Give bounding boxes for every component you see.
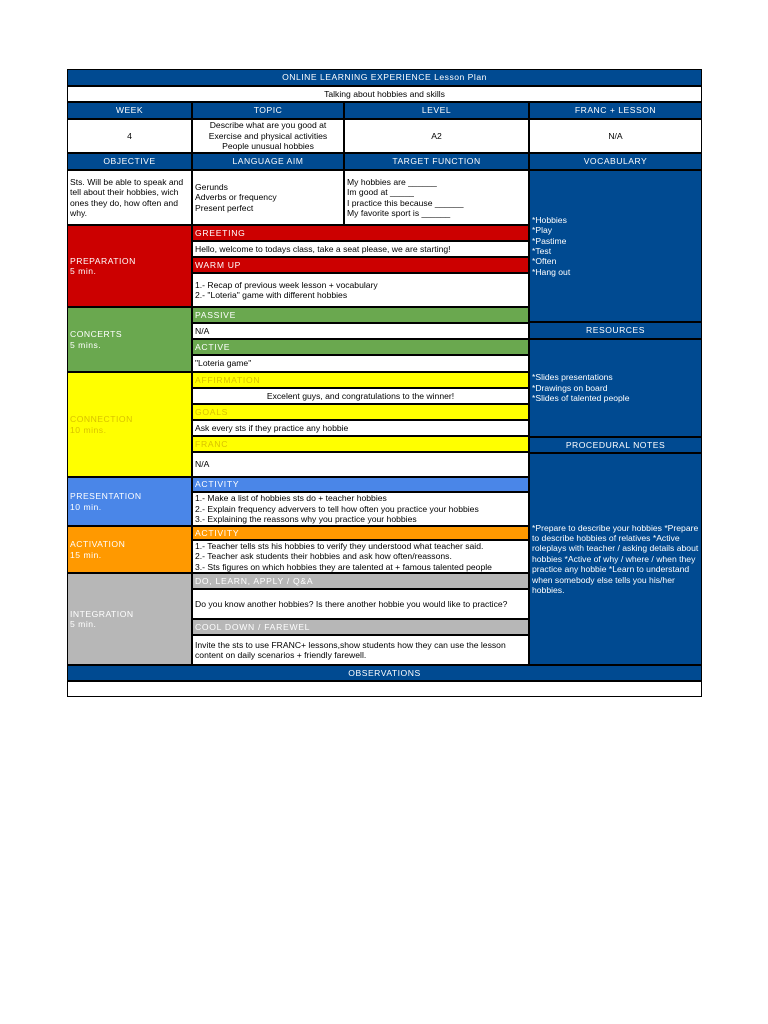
- stage-activation: [67, 526, 192, 573]
- target-function-header: TARGET FUNCTION: [344, 153, 529, 170]
- cooldown-label: COOL DOWN / FAREWEL: [192, 619, 529, 635]
- week-header: WEEK: [67, 102, 192, 119]
- franc-text: N/A: [192, 452, 529, 477]
- affirmation-text: Excelent guys, and congratulations to the winner!: [192, 388, 529, 404]
- presentation-activity-text: 1.- Make a list of hobbies sts do + teacher hobbies 2.- Explain frequency adververs to tell how often you practice your hobbies 3.- Explaining the reassons why you practice your hobbies: [192, 492, 529, 526]
- stage-integration: [67, 573, 192, 665]
- vocabulary-list: *Hobbies *Play *Pastime *Test *Often *Hang out: [529, 170, 702, 322]
- resources-list: *Slides presentations *Drawings on board *Slides of talented people: [529, 339, 702, 437]
- passive-label: PASSIVE: [192, 307, 529, 323]
- procedural-notes-header: PROCEDURAL NOTES: [529, 437, 702, 453]
- activation-activity-label: ACTIVITY: [192, 526, 529, 540]
- stage-integration-time: 5 min.: [70, 619, 97, 629]
- lesson-plan-sheet: [67, 69, 702, 697]
- franc-lesson-value: N/A: [529, 119, 702, 153]
- topic-value: Describe what are you good at Exercise and physical activities People unusual hobbies: [192, 119, 344, 153]
- stage-activation-name: ACTIVATION: [70, 539, 126, 550]
- activation-activity-text: 1.- Teacher tells sts his hobbies to verify they understood what teacher said. 2.- Teacher ask students their hobbies and ask how often/reassons. 3.- Sts figures on which hobbies they are talented at + famous talented people: [192, 540, 529, 573]
- stage-concerts-name: CONCERTS: [70, 329, 123, 340]
- stage-presentation-time: 10 min.: [70, 501, 102, 512]
- week-value: 4: [67, 119, 192, 153]
- stage-preparation: [67, 225, 192, 307]
- passive-text: N/A: [192, 323, 529, 339]
- goals-text: Ask every sts if they practice any hobbie: [192, 420, 529, 436]
- presentation-activity-label: ACTIVITY: [192, 477, 529, 492]
- warmup-text: 1.- Recap of previous week lesson + vocabulary 2.- "Loteria" game with different hobbies: [192, 273, 529, 307]
- level-value: A2: [344, 119, 529, 153]
- active-text: "Loteria game": [192, 355, 529, 372]
- franc-lesson-header: FRANC + LESSON: [529, 102, 702, 119]
- stage-presentation: [67, 477, 192, 526]
- do-learn-apply-text: Do you know another hobbies? Is there another hobbie you would like to practice?: [192, 589, 529, 619]
- vocabulary-header: VOCABULARY: [529, 153, 702, 170]
- do-learn-apply-label: DO, LEARN, APPLY / Q&A: [192, 573, 529, 589]
- stage-preparation-time: 5 min.: [70, 266, 97, 276]
- language-aim-header: LANGUAGE AIM: [192, 153, 344, 170]
- plan-subtitle: Talking about hobbies and skills: [67, 86, 702, 102]
- stage-connection: [67, 372, 192, 477]
- stage-integration-name: INTEGRATION: [70, 608, 134, 619]
- greeting-text: Hello, welcome to todays class, take a seat please, we are starting!: [192, 241, 529, 257]
- level-header: LEVEL: [344, 102, 529, 119]
- goals-label: GOALS: [192, 404, 529, 420]
- language-aim-text: Gerunds Adverbs or frequency Present perfect: [192, 170, 344, 225]
- objective-header: OBJECTIVE: [67, 153, 192, 170]
- resources-header: RESOURCES: [529, 322, 702, 339]
- stage-concerts-time: 5 mins.: [70, 339, 102, 350]
- active-label: ACTIVE: [192, 339, 529, 355]
- stage-activation-time: 15 min.: [70, 549, 102, 560]
- plan-title: ONLINE LEARNING EXPERIENCE Lesson Plan: [67, 69, 702, 86]
- greeting-label: GREETING: [192, 225, 529, 241]
- franc-label: FRANC: [192, 436, 529, 452]
- observations-header: OBSERVATIONS: [67, 665, 702, 681]
- stage-presentation-name: PRESENTATION: [70, 491, 142, 502]
- cooldown-text: Invite the sts to use FRANC+ lessons,show students how they can use the lesson content on daily scenarios + friendly farewell.: [192, 635, 529, 665]
- stage-connection-time: 10 mins.: [70, 424, 107, 435]
- topic-header: TOPIC: [192, 102, 344, 119]
- warmup-label: WARM UP: [192, 257, 529, 273]
- observations-field[interactable]: [67, 681, 702, 697]
- affirmation-label: AFFIRMATION: [192, 372, 529, 388]
- stage-preparation-name: PREPARATION: [70, 255, 136, 266]
- procedural-notes-text: *Prepare to describe your hobbies *Prepare to describe hobbies of relatives *Active roleplays with teacher / asking details about hobbies *Active of why / where / when they practice any hobbie *Learn to understand when somebody else tells you his/her hobbies.: [529, 453, 702, 665]
- target-function-text: My hobbies are ______ Im good at _____ I practice this because ______ My favorite sport is ______: [344, 170, 529, 225]
- objective-text: Sts. Will be able to speak and tell about their hobbies, wich ones they do, how often and why.: [67, 170, 192, 225]
- stage-concerts: [67, 307, 192, 372]
- stage-connection-name: CONNECTION: [70, 414, 133, 425]
